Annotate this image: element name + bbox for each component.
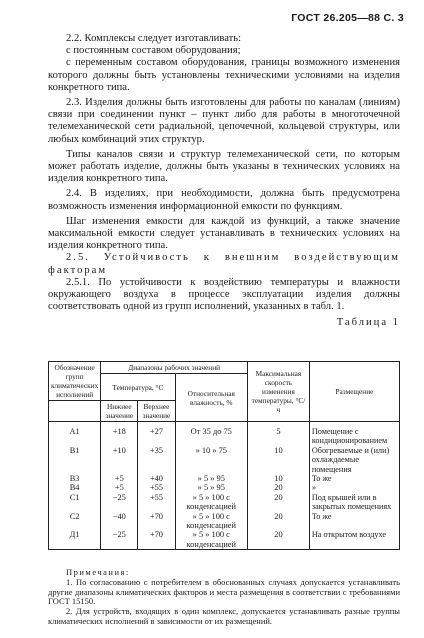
climate-table (48, 361, 400, 550)
header-low: Нижнее значение (101, 401, 138, 422)
cell-low: +5 (101, 474, 138, 483)
table-body (49, 422, 400, 550)
cell-placement: Под крышей или в закрытых помещениях (309, 493, 399, 512)
paragraph: с постоянным составом оборудования; (66, 45, 241, 57)
cell-placement: Обогреваемые и (или) охлаждаемые помещения (309, 446, 399, 474)
cell-high: +70 (138, 512, 175, 531)
table-row (49, 493, 400, 512)
cell-low: +18 (101, 422, 138, 446)
header-ranges: Диапазоны рабочих значений (101, 362, 248, 374)
cell-humidity: » 5 » 100 с конденсацией (175, 512, 248, 531)
cell-placement: Помещение с кондиционированием (309, 422, 399, 446)
paragraph: 2.5.1. По устойчивости к воздействию температуры и влажности окружающего воздуха в процессе эксплуатации изделия должны соответствовать одной из групп исполнений, указанных в табл. 1. (48, 276, 400, 313)
paragraph: 2.3. Изделия должны быть изготовлены для работы по каналам (линиям) связи при соединении пункт – пункт либо для работы в многоточечной телемеханической сети радиальной, цепочечной, кольцевой структуры, или любых комбинаций этих структур. (48, 97, 400, 145)
cell-rate: 20 (248, 512, 310, 531)
cell-high: +55 (138, 493, 175, 512)
cell-high: +35 (138, 446, 175, 474)
cell-placement: То же (309, 474, 399, 483)
notes (48, 568, 400, 627)
table-row (49, 474, 400, 483)
header-humidity: Относительная влажность, % (175, 374, 248, 422)
section-heading: 2.5. Устойчивость к внешним воздействующим факторам (48, 252, 400, 276)
cell-placement: То же (309, 512, 399, 531)
paragraph: с переменным составом оборудования, границы возможного изменения которого должны быть установлены техническими условиями на изделия конкретного типа. (48, 57, 400, 93)
cell-low: +5 (101, 483, 138, 492)
page-header: ГОСТ 26.205—88 С. 3 (291, 12, 404, 24)
document-body (48, 33, 400, 333)
cell-group: А1 (49, 422, 101, 446)
cell-high: +27 (138, 422, 175, 446)
cell-group: В3 (49, 474, 101, 483)
cell-high: +40 (138, 474, 175, 483)
cell-group: В4 (49, 483, 101, 492)
table-row (49, 530, 400, 549)
cell-humidity: » 5 » 100 с конденсацией (175, 530, 248, 549)
cell-group: В1 (49, 446, 101, 474)
cell-low: −40 (101, 512, 138, 531)
notes-title: Примечания: (66, 567, 130, 577)
cell-rate: 20 (248, 483, 310, 492)
cell-humidity: » 5 » 100 с конденсацией (175, 493, 248, 512)
cell-rate: 20 (248, 493, 310, 512)
paragraph: Шаг изменения емкости для каждой из функций, а также значение максимальной емкости следует устанавливать в технических условиях на изделия конкретного типа. (48, 215, 400, 252)
table-row (49, 422, 400, 446)
cell-placement: На открытом воздухе (309, 530, 399, 549)
cell-group: Д1 (49, 530, 101, 549)
header-group: Обозначение групп климатических исполнений (49, 362, 101, 401)
cell-rate: 20 (248, 530, 310, 549)
cell-low: +10 (101, 446, 138, 474)
table-row (49, 446, 400, 474)
note-2: 2. Для устройств, входящих в один комплекс, допускается устанавливать разные группы климатических исполнений в зависимости от их размещений. (48, 606, 400, 626)
paragraph: 2.4. В изделиях, при необходимости, должна быть предусмотрена возможность изменения информационной емкости по функциям. (48, 188, 400, 212)
cell-humidity: » 5 » 95 (175, 474, 248, 483)
paragraph: Типы каналов связи и структур телемеханической сети, по которым может работать изделие, должны быть указаны в технических условиях на изделия конкретного типа. (48, 148, 400, 185)
cell-high: +70 (138, 530, 175, 549)
cell-humidity: » 5 » 95 (175, 483, 248, 492)
table-row (49, 512, 400, 531)
cell-humidity: От 35 до 75 (175, 422, 248, 446)
cell-low: −25 (101, 530, 138, 549)
note-1: 1. По согласованию с потребителем в обоснованных случаях допускается устанавливать другие диапазоны климатических факторов и места размещения в соответствии с требованиями ГОСТ 15150. (48, 576, 400, 607)
cell-high: +55 (138, 483, 175, 492)
header-placement: Размещение (309, 362, 399, 422)
cell-rate: 10 (248, 446, 310, 474)
cell-low: −25 (101, 493, 138, 512)
cell-rate: 10 (248, 474, 310, 483)
cell-rate: 5 (248, 422, 310, 446)
header-rate: Максимальная скорость изменения температуры, °С/ч (248, 362, 310, 422)
header-high: Верхнее значение (138, 401, 175, 422)
cell-group: С2 (49, 512, 101, 531)
header-temp: Температура, °С (101, 374, 175, 401)
cell-humidity: » 10 » 75 (175, 446, 248, 474)
cell-placement: » (309, 483, 399, 492)
paragraph: 2.2. Комплексы следует изготавливать: (66, 33, 242, 44)
table-row (49, 483, 400, 492)
table-caption: Таблица 1 (336, 317, 400, 329)
header-group-blank (49, 401, 101, 422)
cell-group: С1 (49, 493, 101, 512)
